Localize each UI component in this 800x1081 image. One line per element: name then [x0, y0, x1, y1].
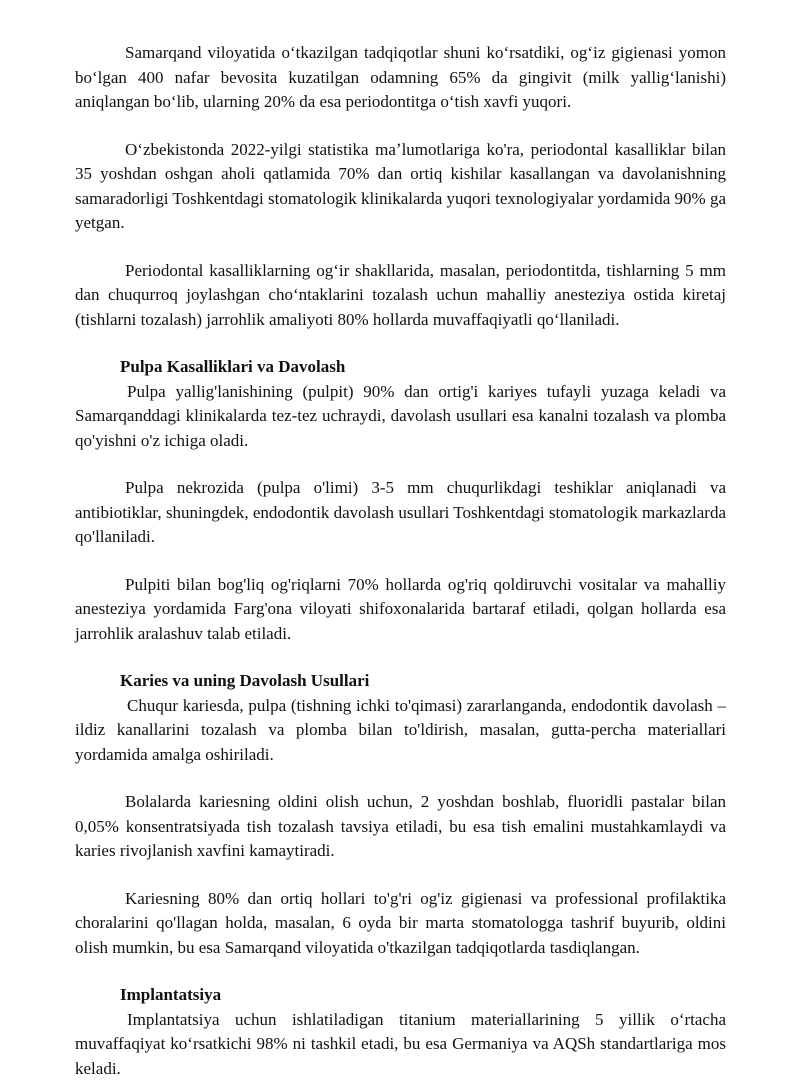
section-heading-pulpa: Pulpa Kasalliklari va Davolash — [75, 355, 726, 380]
paragraph-pulpitis-pain: Pulpiti bilan bog'liq og'riqlarni 70% hollarda og'riq qoldiruvchi vositalar va mahalliy anesteziya yordamida Farg'ona viloyati shifoxonalarida bartaraf etiladi, qolgan hollarda esa jarrohlik aralashuv talab etiladi. — [75, 573, 726, 647]
section-implant — [75, 983, 726, 1081]
section-karies — [75, 669, 726, 960]
paragraph-titanium-implants: Implantatsiya uchun ishlatiladigan titanium materiallarining 5 yillik oʻrtacha muvaffaqiyat koʻrsatkichi 98% ni tashkil etadi, bu esa Germaniya va AQSh standartlariga mos keladi. — [75, 1008, 726, 1081]
document-page — [75, 41, 726, 1081]
paragraph-periodontal-curettage: Periodontal kasalliklarning ogʻir shakllarida, masalan, periodontitda, tishlarning 5 mm dan chuqurroq joylashgan choʻntaklarini tozalash uchun mahalliy anesteziya ostida kiretaj (tishlarni tozalash) jarrohlik amaliyoti 80% hollarda muvaffaqiyatli qoʻllaniladi. — [75, 259, 726, 333]
paragraph-pulpit-caries: Pulpa yallig'lanishining (pulpit) 90% dan ortig'i kariyes tufayli yuzaga keladi va Samarqanddagi klinikalarda tez-tez uchraydi, davolash usullari esa kanalni tozalash va plomba qo'yishni o'z ichiga oladi. — [75, 380, 726, 454]
paragraph-caries-prevention: Kariesning 80% dan ortiq hollari to'g'ri og'iz gigienasi va professional profilaktika choralarini qo'llagan holda, masalan, 6 oyda bir marta stomatologga tashrif buyurib, oldini olish mumkin, bu esa Samarqand viloyatida o'tkazilgan tadqiqotlarda tasdiqlangan. — [75, 887, 726, 961]
section-pulpa — [75, 355, 726, 646]
section-heading-karies: Karies va uning Davolash Usullari — [75, 669, 726, 694]
paragraph-children-fluoride: Bolalarda kariesning oldini olish uchun, 2 yoshdan boshlab, fluoridli pastalar bilan 0,05% konsentratsiyada tish tozalash tavsiya etiladi, bu esa tish emalini mustahkamlaydi va karies rivojlanish xavfini kamaytiradi. — [75, 790, 726, 864]
section-heading-implant: Implantatsiya — [75, 983, 726, 1008]
paragraph-samarqand-gingivit: Samarqand viloyatida oʻtkazilgan tadqiqotlar shuni koʻrsatdiki, ogʻiz gigienasi yomon boʻlgan 400 nafar bevosita kuzatilgan odamning 65% da gingivit (milk yalligʻlanishi) aniqlangan boʻlib, ularning 20% da esa periodontitga oʻtish xavfi yuqori. — [75, 41, 726, 115]
paragraph-uzbekistan-statistics: Oʻzbekistonda 2022-yilgi statistika maʼlumotlariga ko'ra, periodontal kasalliklar bilan 35 yoshdan oshgan aholi qatlamida 70% dan ortiq kishilar kasallangan va davolanishning samaradorligi Toshkentdagi stomatologik klinikalarda yuqori texnologiyalar yordamida 90% ga yetgan. — [75, 138, 726, 236]
paragraph-deep-caries: Chuqur kariesda, pulpa (tishning ichki to'qimasi) zararlanganda, endodontik davolash – ildiz kanallarini tozalash va plomba bilan to'ldirish, masalan, gutta-percha materiallari yordamida amalga oshiriladi. — [75, 694, 726, 768]
paragraph-pulp-necrosis: Pulpa nekrozida (pulpa o'limi) 3-5 mm chuqurlikdagi teshiklar aniqlanadi va antibiotiklar, shuningdek, endodontik davolash usullari Toshkentdagi stomatologik markazlarda qo'llaniladi. — [75, 476, 726, 550]
